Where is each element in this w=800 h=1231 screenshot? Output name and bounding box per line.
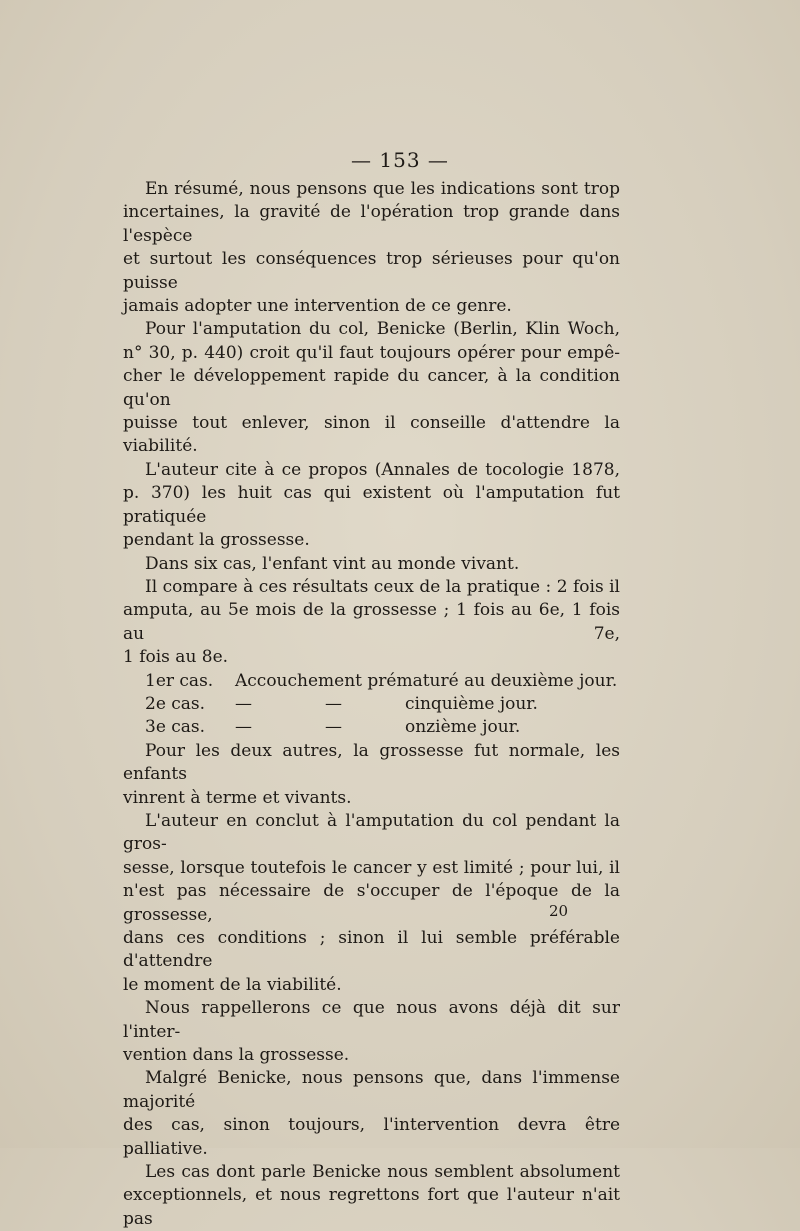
paragraph-line: sesse, lorsque toutefois le cancer y est limité ; pour lui, il [123, 857, 620, 878]
paragraph-line: puisse tout enlever, sinon il conseille d'attendre la viabilité. [123, 413, 620, 457]
paragraph-line: En résumé, nous pensons que les indications sont trop [145, 179, 620, 199]
ditto-dash: — [325, 693, 342, 714]
paragraph-line: vinrent à terme et vivants. [123, 787, 352, 808]
signature-mark: 20 [549, 902, 569, 920]
paragraph-line: exceptionnels, et nous regrettons fort que l'auteur n'ait pas [123, 1185, 620, 1229]
ditto-dash: — [325, 717, 342, 738]
ditto-dash: — [235, 717, 252, 738]
page-number: — 153 — [351, 148, 449, 172]
paragraph-line: incertaines, la gravité de l'opération trop grande dans l'espèce [123, 202, 620, 246]
paragraph-line: L'auteur en conclut à l'amputation du col pendant la gros- [123, 810, 620, 855]
paragraph-line: vention dans la grossesse. [123, 1045, 350, 1066]
paragraph-line: des cas, sinon toujours, l'intervention devra être palliative. [123, 1115, 620, 1159]
case-row [123, 693, 620, 716]
case-number: 3e cas. [145, 717, 206, 738]
paragraph-line: Malgré Benicke, nous pensons que, dans l'immense majorité [123, 1068, 620, 1112]
body-text [123, 178, 620, 1231]
paragraph-line: Nous rappellerons ce que nous avons déjà dit sur l'inter- [123, 998, 620, 1042]
paragraph-line: amputa, au 5e mois de la grossesse ; 1 fois au 6e, 1 fois au 7e, [123, 600, 620, 644]
paragraph-line: dans ces conditions ; sinon il lui semble préférable d'attendre [123, 928, 620, 972]
paragraph-line: Pour l'amputation du col, Benicke (Berlin, Klin Woch, [145, 319, 620, 340]
paragraph-line: p. 370) les huit cas qui existent où l'amputation fut pratiquée [123, 483, 620, 527]
case-row [123, 670, 620, 693]
paragraph-line: Les cas dont parle Benicke nous semblent absolument [145, 1162, 620, 1183]
case-number: 1er cas. [145, 670, 214, 691]
ditto-dash: — [235, 693, 252, 714]
case-text: onzième jour. [405, 717, 521, 738]
case-number: 2e cas. [145, 693, 206, 714]
paragraph-line: Pour les deux autres, la grossesse fut normale, les enfants [123, 740, 620, 785]
paragraph-line: n'est pas nécessaire de s'occuper de l'époque de la grossesse, [123, 881, 620, 925]
paragraph-line: Dans six cas, l'enfant vint au monde vivant. [145, 553, 520, 574]
case-text: Accouchement prématuré au deuxième jour. [235, 670, 618, 691]
paragraph-line: 1 fois au 8e. [123, 647, 229, 668]
case-text: cinquième jour. [405, 693, 538, 714]
paragraph-line: L'auteur cite à ce propos (Annales de tocologie 1878, [145, 459, 620, 480]
paragraph-line: Il compare à ces résultats ceux de la pratique : 2 fois il [145, 576, 620, 597]
paragraph-line: n° 30, p. 440) croit qu'il faut toujours opérer pour empê- [123, 342, 620, 363]
case-row [123, 716, 620, 739]
paragraph-line: pendant la grossesse. [123, 530, 310, 551]
paragraph-line: et surtout les conséquences trop sérieuses pour qu'on puisse [123, 249, 620, 293]
paragraph-line: le moment de la viabilité. [123, 974, 342, 995]
paragraph-line: cher le développement rapide du cancer, à la condition qu'on [123, 366, 620, 410]
paragraph-line: jamais adopter une intervention de ce genre. [123, 296, 512, 317]
